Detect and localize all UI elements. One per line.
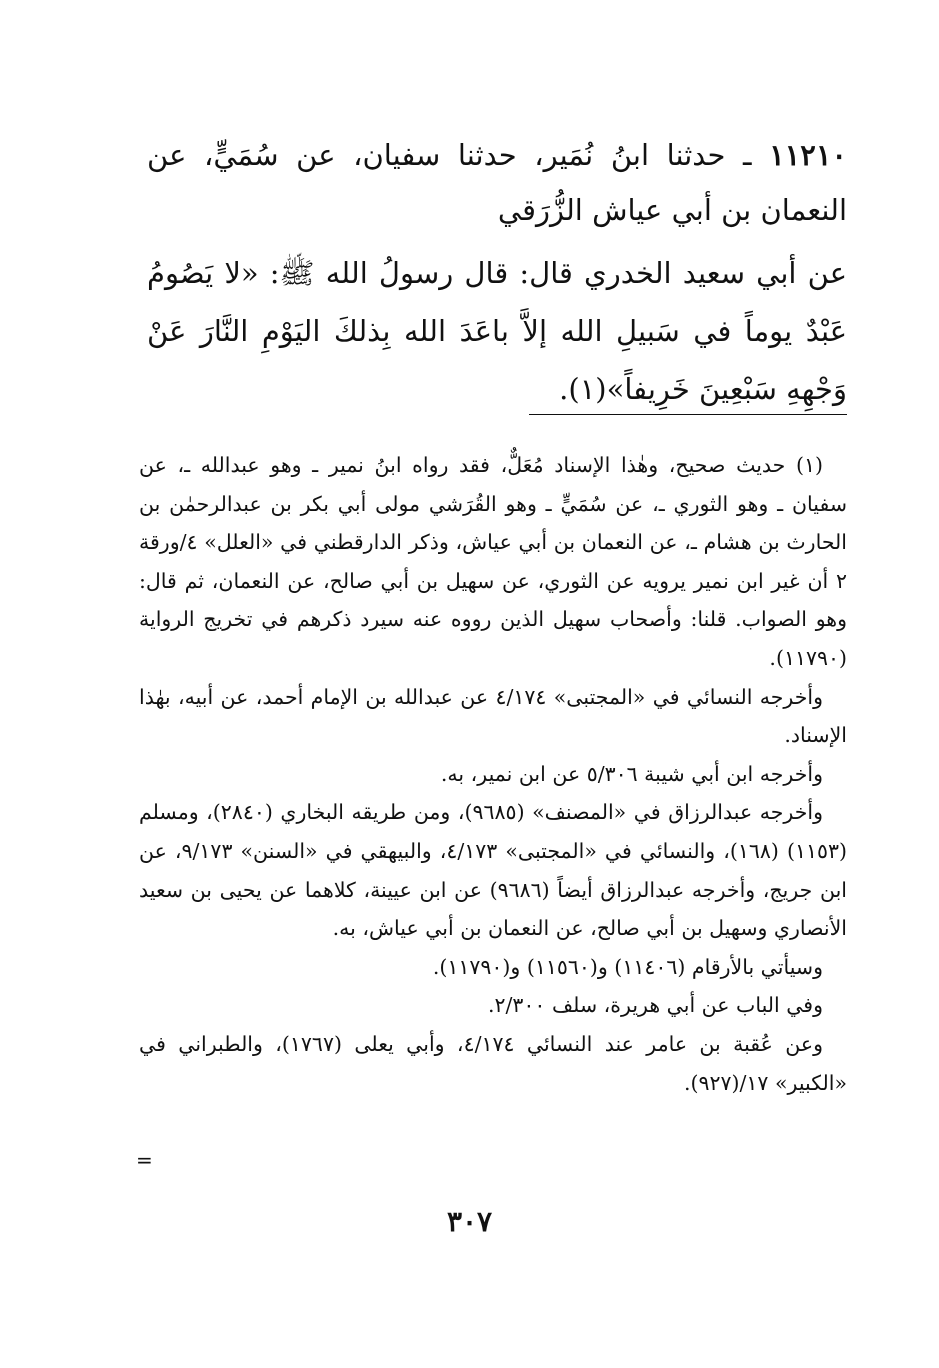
footnote-paragraph: وسيأتي بالأرقام (١١٤٠٦) و(١١٥٦٠) و(١١٧٩٠). [432, 954, 823, 979]
footnote-paragraph: (١) حديث صحيح، وهٰذا الإسناد مُعَلٌّ، فقد رواه ابنُ نمير ـ وهو عبدالله ـ، عن سفيان ـ وهو الثوري ـ، عن سُمَيٍّ ـ وهو القُرَشي مولى أبي بكر بن عبدالرحمٰن بن الحارث بن هشام ـ، عن النعمان بن أبي عياش، وذكر الدارقطني في «العلل» ٤/ورقة ٢ أن غير ابن نمير يرويه عن الثوري، عن سهيل بن أبي صالح، عن النعمان، ثم قال: وهو الصواب. قلنا: وأصحاب سهيل الذين رووه عنه سيرد ذكرهم في تخريج الرواية (١١٧٩٠). [139, 453, 847, 670]
footnote-separator [529, 414, 847, 415]
footnote-paragraph: وأخرجه ابن أبي شيبة ٥/٣٠٦ عن ابن نمير، به. [440, 761, 823, 786]
page-number: ٣٠٧ [446, 1205, 493, 1238]
footnote-paragraph: وعن عُقبة بن عامر عند النسائي ٤/١٧٤، وأبي يعلى (١٧٦٧)، والطبراني في «الكبير» ١٧/(٩٢٧). [139, 1031, 847, 1095]
hadith-block [147, 128, 847, 418]
isnad-text: ـ حدثنا ابنُ نُمَير، حدثنا سفيان، عن سُمَيٍّ، عن النعمان بن أبي عياش الزُّرَقي [147, 138, 847, 227]
hadith-matn: عن أبي سعيد الخدري قال: قال رسولُ الله ﷺ: «لا يَصُومُ عَبْدٌ يوماً في سَبيلِ الله إلاَّ باعَدَ الله بِذلكَ اليَوْمِ النَّارَ عَنْ وَجْهِهِ سَبْعِينَ خَرِيفاً»(١). [147, 256, 847, 406]
hadith-chain [147, 128, 847, 238]
footnote-paragraph: وأخرجه النسائي في «المجتبى» ٤/١٧٤ عن عبدالله بن الإمام أحمد، عن أبيه، بهٰذا الإسناد. [139, 684, 847, 748]
hadith-number: ١١٢١٠ [769, 138, 847, 172]
footnotes-section [139, 446, 847, 1102]
continuation-mark: = [136, 1148, 153, 1172]
footnote-paragraph: وأخرجه عبدالرزاق في «المصنف» (٩٦٨٥)، ومن طريقه البخاري (٢٨٤٠)، ومسلم (١١٥٣) (١٦٨)، والنسائي في «المجتبى» ٤/١٧٣، والبيهقي في «السنن» ٩/١٧٣، عن ابن جريج، وأخرجه عبدالرزاق أيضاً (٩٦٨٦) عن ابن عيينة، كلاهما عن يحيى بن سعيد الأنصاري وسهيل بن أبي صالح، عن النعمان بن أبي عياش، به. [139, 800, 847, 941]
footnote-paragraph: وفي الباب عن أبي هريرة، سلف ٢/٣٠٠. [487, 993, 823, 1018]
